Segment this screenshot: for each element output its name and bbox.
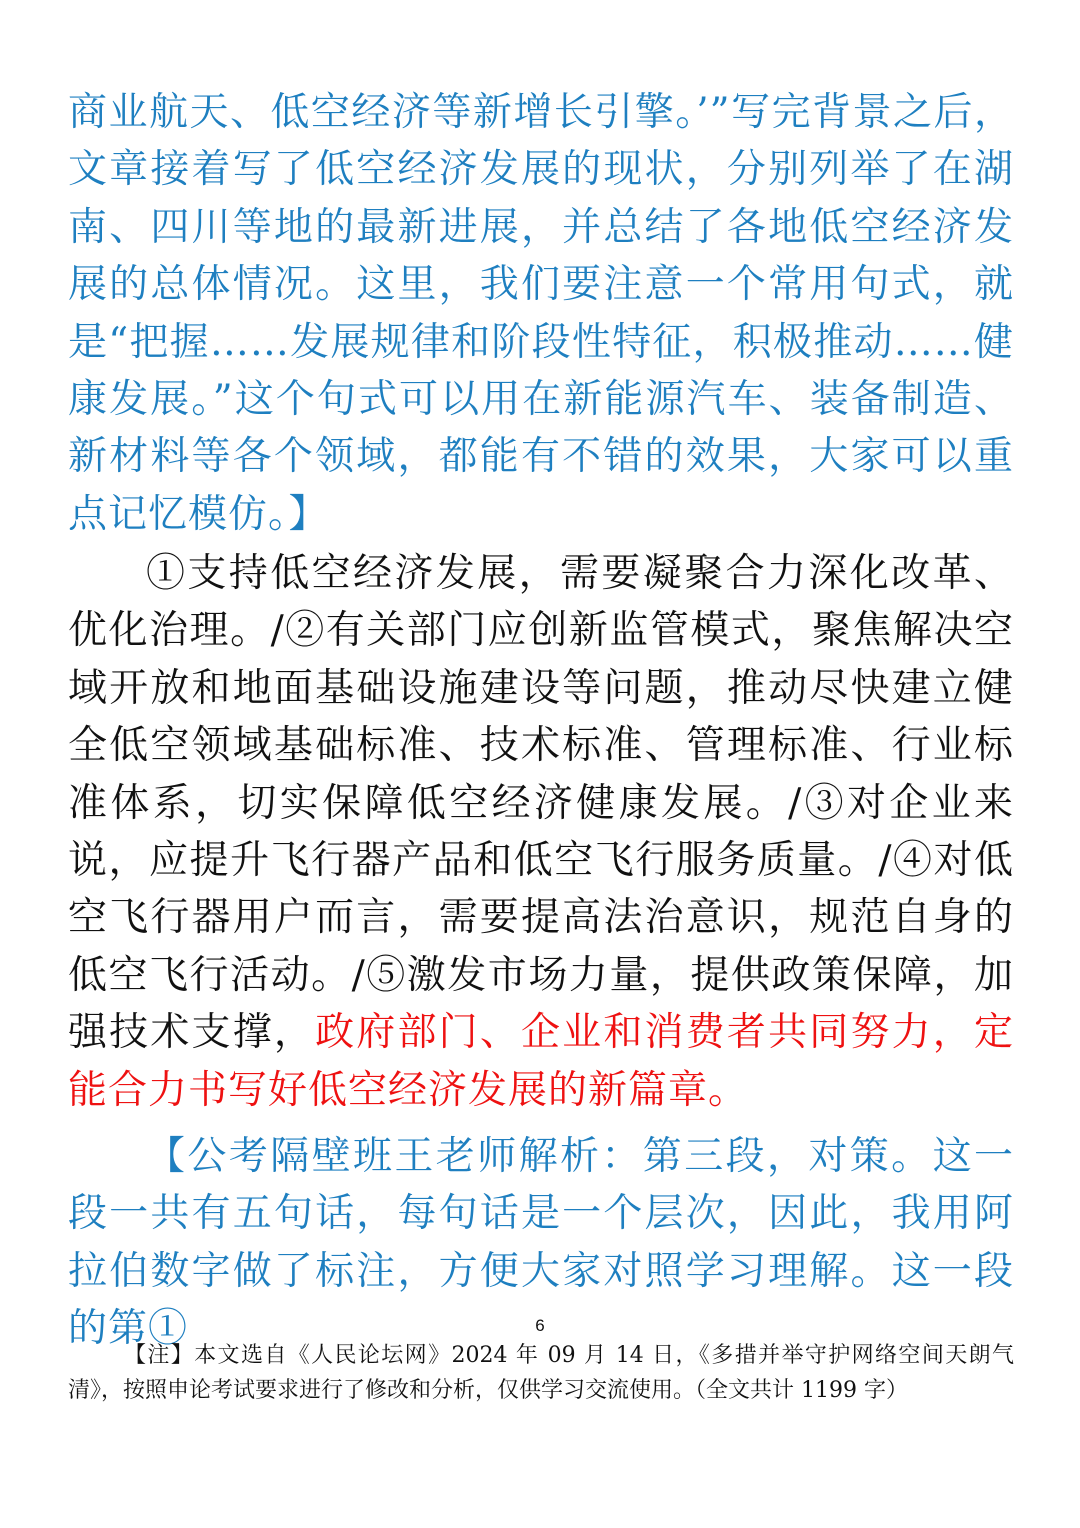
analysis-paragraph-1: 商业航天、低空经济等新增长引擎。’”写完背景之后，文章接着写了低空经济发展的现状，分别列举了在湖南、四川等地的最新进展，并总结了各地低空经济发展的总体情况。这里，我们要注意一个常用句式，就是“把握……发展规律和阶段性特征，积极推动……健康发展。”这个句式可以用在新能源汽车、装备制造、新材料等各个领域，都能有不错的效果，大家可以重点记忆模仿。】 [68, 90, 1014, 537]
footnote: 【注】本文选自《人民论坛网》2024 年 09 月 14 日，《多措并举守护网络空间天朗气清》，按照申论考试要求进行了修改和分析，仅供学习交流使用。（全文共计 1199 字） [68, 1343, 1014, 1403]
body-paragraph-3-highlight: 政府部门、企业和消费者共同努力，定能合力书写好低空经济发展的新篇章。 [68, 1010, 1014, 1113]
page-number: 6 [535, 1316, 545, 1335]
body-paragraph-3-text: ①支持低空经济发展，需要凝聚合力深化改革、优化治理。/②有关部门应创新监管模式，聚焦解决空域开放和地面基础设施建设等问题，推动尽快建立健全低空领域基础标准、技术标准、管理标准、行业标准体系，切实保障低空经济健康发展。/③对企业来说，应提升飞行器产品和低空飞行服务质量。/④对低空飞行器用户而言，需要提高法治意识，规范自身的低空飞行活动。/⑤激发市场力量，提供政策保障，加强技术支撑， [68, 551, 1014, 1056]
analysis-paragraph-2: 【公考隔壁班王老师解析：第三段，对策。这一段一共有五句话，每句话是一个层次，因此，我用阿拉伯数字做了标注，方便大家对照学习理解。这一段的第① [68, 1134, 1014, 1352]
body-paragraph-3 [68, 545, 1014, 1119]
